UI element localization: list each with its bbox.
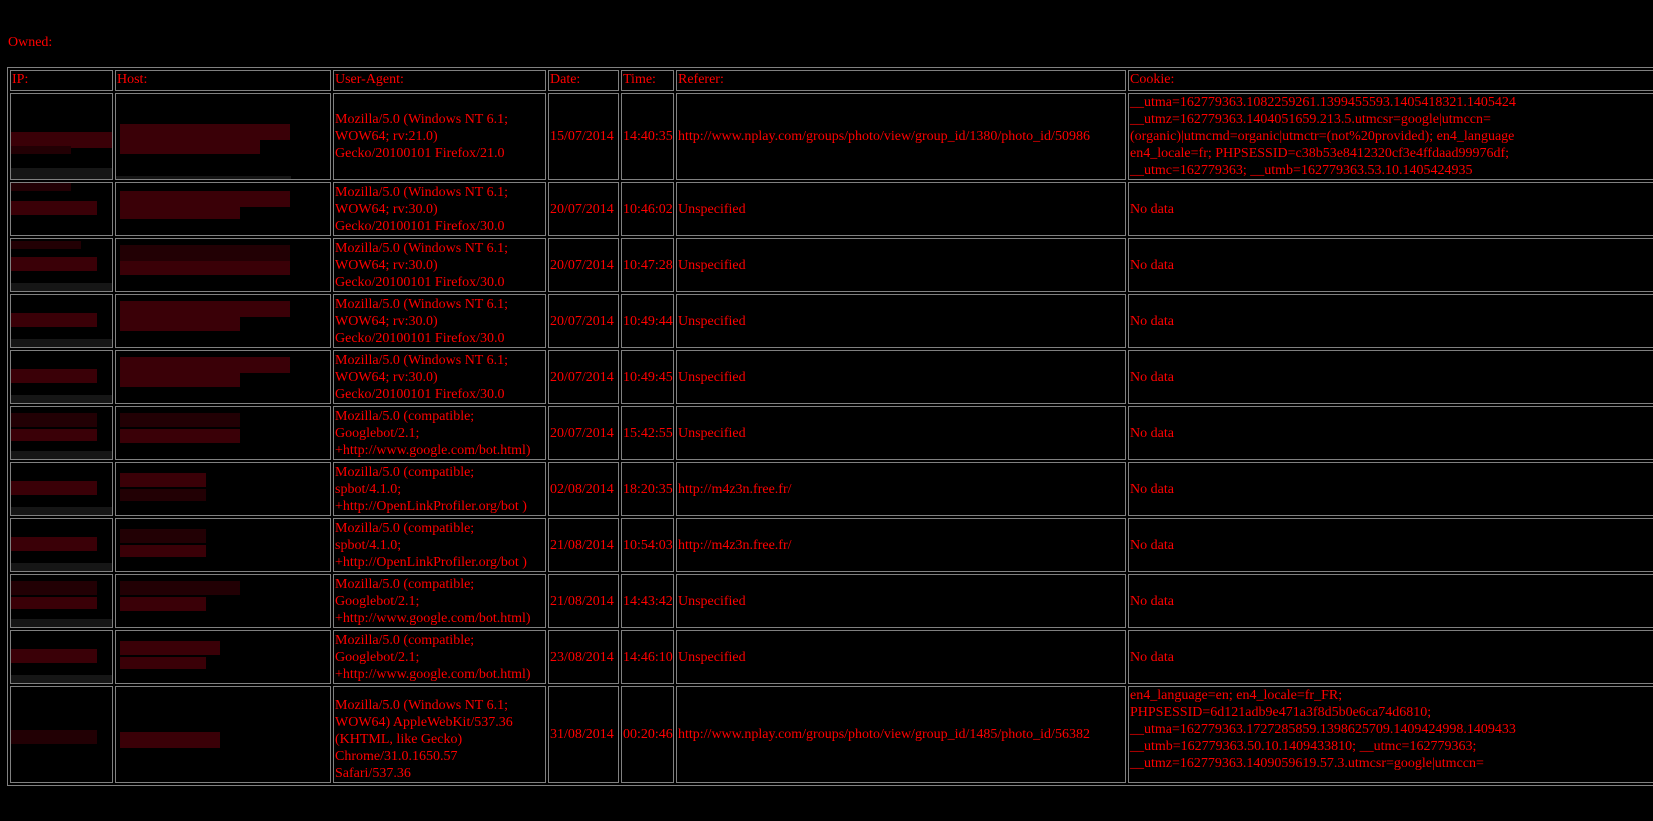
cell-date: 31/08/2014	[548, 686, 619, 783]
cell-cookie	[1128, 518, 1653, 572]
cell-ip-redacted	[10, 238, 113, 292]
cell-ip-redacted	[10, 93, 113, 180]
user-agent-line: Safari/537.36	[335, 766, 411, 781]
cell-referer: Unspecified	[676, 630, 1126, 684]
redaction-block	[120, 413, 240, 427]
cell-referer: http://www.nplay.com/groups/photo/view/group_id/1380/photo_id/50986	[676, 93, 1126, 180]
cell-cookie	[1128, 462, 1653, 516]
header-referer: Referer:	[676, 70, 1126, 91]
cell-date: 02/08/2014	[548, 462, 619, 516]
redaction-block	[11, 563, 113, 572]
cell-ip-redacted	[10, 518, 113, 572]
user-agent-line: Gecko/20100101 Firefox/30.0	[335, 330, 505, 346]
redacted-host	[116, 94, 330, 179]
redacted-host	[116, 692, 330, 778]
redaction-block	[120, 301, 290, 317]
redacted-host	[116, 295, 330, 347]
cell-time: 18:20:35	[621, 462, 674, 516]
cell-ip-redacted	[10, 574, 113, 628]
cell-ip-redacted	[10, 630, 113, 684]
redacted-ip	[11, 239, 112, 291]
redaction-block	[11, 675, 113, 684]
cell-ip-redacted	[10, 406, 113, 460]
redacted-ip	[11, 692, 112, 778]
table-row	[10, 574, 1653, 628]
redaction-block	[120, 641, 220, 655]
redacted-ip	[11, 94, 112, 179]
cell-host-redacted	[115, 350, 331, 404]
cell-host-redacted	[115, 574, 331, 628]
user-agent-line: +http://OpenLinkProfiler.org/bot )	[335, 554, 527, 570]
redaction-block	[11, 481, 97, 495]
cell-date: 20/07/2014	[548, 406, 619, 460]
cell-user-agent	[333, 574, 546, 628]
cookie-line: No data	[1130, 593, 1174, 609]
redacted-host	[116, 575, 330, 627]
user-agent-line: (KHTML, like Gecko)	[335, 732, 463, 747]
cell-time: 14:46:10	[621, 630, 674, 684]
redaction-block	[11, 537, 97, 551]
redacted-ip	[11, 407, 112, 459]
cookie-line: en4_locale=fr; PHPSESSID=c38b53e8412320cf3e4ffdaad99976df;	[1130, 146, 1510, 161]
cell-referer: Unspecified	[676, 182, 1126, 236]
redaction-block	[120, 357, 290, 373]
cell-ip-redacted	[10, 686, 113, 783]
cell-cookie	[1128, 294, 1653, 348]
cell-host-redacted	[115, 182, 331, 236]
redaction-block	[11, 451, 113, 460]
redaction-block	[11, 146, 71, 154]
user-agent-line: Mozilla/5.0 (compatible;	[335, 576, 475, 592]
cell-date: 21/08/2014	[548, 518, 619, 572]
user-agent-line: Mozilla/5.0 (compatible;	[335, 632, 475, 648]
redaction-block	[120, 657, 206, 669]
cell-time: 10:46:02	[621, 182, 674, 236]
cookie-line: __utma=162779363.1082259261.1399455593.1405418321.1405424	[1130, 95, 1516, 110]
header-user-agent: User-Agent:	[333, 70, 546, 91]
cell-date: 20/07/2014	[548, 350, 619, 404]
user-agent-line: Gecko/20100101 Firefox/21.0	[335, 146, 505, 161]
cell-user-agent	[333, 350, 546, 404]
table-row	[10, 686, 1653, 783]
user-agent-line: +http://www.google.com/bot.html)	[335, 610, 531, 626]
redacted-ip	[11, 351, 112, 403]
cell-date: 20/07/2014	[548, 182, 619, 236]
redacted-ip	[11, 463, 112, 515]
redaction-block	[120, 373, 240, 387]
cell-time: 10:47:28	[621, 238, 674, 292]
cookie-line: No data	[1130, 481, 1174, 497]
cell-cookie	[1128, 238, 1653, 292]
cell-time: 15:42:55	[621, 406, 674, 460]
cookie-line: (organic)|utmcmd=organic|utmctr=(not%20provided); en4_language	[1130, 129, 1515, 144]
redacted-host	[116, 351, 330, 403]
redaction-block	[11, 369, 97, 383]
redaction-block	[120, 261, 290, 275]
redacted-host	[116, 631, 330, 683]
user-agent-line: Chrome/31.0.1650.57	[335, 749, 458, 764]
cookie-line: __utmz=162779363.1409059619.57.3.utmcsr=google|utmccn=	[1130, 756, 1484, 771]
redaction-block	[120, 545, 206, 557]
cell-date: 23/08/2014	[548, 630, 619, 684]
header-time: Time:	[621, 70, 674, 91]
header-host: Host:	[115, 70, 331, 91]
redacted-ip	[11, 519, 112, 571]
redacted-ip	[11, 183, 112, 235]
user-agent-line: Mozilla/5.0 (Windows NT 6.1;	[335, 112, 508, 127]
header-cookie: Cookie:	[1128, 70, 1653, 91]
cookie-line: __utmz=162779363.1404051659.213.5.utmcsr=google|utmccn=	[1130, 112, 1491, 127]
redaction-block	[120, 597, 206, 611]
redacted-host	[116, 463, 330, 515]
cell-user-agent	[333, 462, 546, 516]
redaction-block	[11, 339, 113, 348]
cell-cookie	[1128, 350, 1653, 404]
cookie-line: __utmc=162779363; __utmb=162779363.53.10.1405424935	[1130, 163, 1473, 178]
cell-ip-redacted	[10, 294, 113, 348]
page-title: Owned:	[8, 35, 53, 50]
redaction-block	[120, 473, 206, 487]
cookie-line: No data	[1130, 369, 1174, 385]
redaction-block	[11, 597, 97, 609]
redaction-block	[11, 257, 97, 271]
redaction-block	[11, 429, 97, 441]
user-agent-line: +http://OpenLinkProfiler.org/bot )	[335, 498, 527, 514]
cell-user-agent	[333, 93, 546, 180]
cell-user-agent	[333, 182, 546, 236]
redacted-ip	[11, 295, 112, 347]
redaction-block	[11, 313, 97, 327]
cell-user-agent	[333, 686, 546, 783]
redaction-block	[120, 124, 290, 140]
user-agent-line: Googlebot/2.1;	[335, 593, 420, 609]
redacted-host	[116, 239, 330, 291]
redaction-block	[11, 619, 113, 628]
redacted-host	[116, 407, 330, 459]
user-agent-line: Mozilla/5.0 (Windows NT 6.1;	[335, 296, 508, 312]
table-row	[10, 518, 1653, 572]
user-agent-line: WOW64) AppleWebKit/537.36	[335, 715, 513, 730]
cell-host-redacted	[115, 518, 331, 572]
user-agent-line: Mozilla/5.0 (compatible;	[335, 408, 475, 424]
redacted-ip	[11, 631, 112, 683]
user-agent-line: WOW64; rv:30.0)	[335, 313, 438, 329]
cell-cookie	[1128, 686, 1653, 783]
user-agent-line: WOW64; rv:30.0)	[335, 369, 438, 385]
user-agent-line: Gecko/20100101 Firefox/30.0	[335, 386, 505, 402]
redaction-block	[11, 581, 97, 595]
redaction-block	[11, 241, 81, 249]
visitor-log-table	[7, 67, 1653, 786]
table-row	[10, 462, 1653, 516]
cell-host-redacted	[115, 686, 331, 783]
redaction-block	[120, 140, 260, 154]
cookie-line: No data	[1130, 425, 1174, 441]
cookie-line: No data	[1130, 313, 1174, 329]
redaction-block	[11, 395, 113, 404]
user-agent-line: Googlebot/2.1;	[335, 649, 420, 665]
cookie-line: No data	[1130, 257, 1174, 273]
redaction-block	[120, 191, 290, 207]
cell-referer: http://m4z3n.free.fr/	[676, 518, 1126, 572]
header-ip: IP:	[10, 70, 113, 91]
redaction-block	[120, 317, 240, 331]
cell-host-redacted	[115, 406, 331, 460]
cell-referer: Unspecified	[676, 294, 1126, 348]
redaction-block	[11, 183, 71, 191]
cell-referer: Unspecified	[676, 238, 1126, 292]
cell-time: 14:40:35	[621, 93, 674, 180]
cell-ip-redacted	[10, 350, 113, 404]
cell-referer: http://m4z3n.free.fr/	[676, 462, 1126, 516]
cell-cookie	[1128, 406, 1653, 460]
user-agent-line: Mozilla/5.0 (Windows NT 6.1;	[335, 184, 508, 200]
cell-user-agent	[333, 238, 546, 292]
cell-ip-redacted	[10, 182, 113, 236]
cookie-line: __utmb=162779363.50.10.1409433810; __utmc=162779363;	[1130, 739, 1477, 754]
cell-time: 00:20:46	[621, 686, 674, 783]
user-agent-line: Mozilla/5.0 (Windows NT 6.1;	[335, 240, 508, 256]
table-row	[10, 350, 1653, 404]
cell-referer: http://www.nplay.com/groups/photo/view/group_id/1485/photo_id/56382	[676, 686, 1126, 783]
cell-cookie	[1128, 93, 1653, 180]
redaction-block	[120, 207, 240, 219]
user-agent-line: Gecko/20100101 Firefox/30.0	[335, 218, 505, 234]
cookie-line: en4_language=en; en4_locale=fr_FR;	[1130, 688, 1343, 703]
redaction-block	[116, 176, 291, 180]
user-agent-line: Googlebot/2.1;	[335, 425, 420, 441]
cell-user-agent	[333, 406, 546, 460]
table-header-row	[10, 70, 1653, 91]
user-agent-line: WOW64; rv:21.0)	[335, 129, 438, 144]
redaction-block	[11, 507, 113, 516]
cookie-line: PHPSESSID=6d121adb9e471a3f8d5b0e6ca74d6810;	[1130, 705, 1432, 720]
cell-referer: Unspecified	[676, 350, 1126, 404]
cell-ip-redacted	[10, 462, 113, 516]
user-agent-line: spbot/4.1.0;	[335, 481, 402, 497]
user-agent-line: Mozilla/5.0 (Windows NT 6.1;	[335, 698, 508, 713]
cell-host-redacted	[115, 462, 331, 516]
cell-host-redacted	[115, 238, 331, 292]
cell-user-agent	[333, 518, 546, 572]
cell-host-redacted	[115, 93, 331, 180]
table-row	[10, 93, 1653, 180]
cell-user-agent	[333, 630, 546, 684]
user-agent-line: Mozilla/5.0 (compatible;	[335, 520, 475, 536]
cell-date: 20/07/2014	[548, 294, 619, 348]
cell-date: 15/07/2014	[548, 93, 619, 180]
redaction-block	[11, 168, 113, 180]
cell-cookie	[1128, 182, 1653, 236]
redaction-block	[120, 732, 220, 748]
cookie-line: No data	[1130, 201, 1174, 217]
redaction-block	[120, 581, 240, 595]
cell-time: 10:54:03	[621, 518, 674, 572]
cell-host-redacted	[115, 294, 331, 348]
cell-date: 20/07/2014	[548, 238, 619, 292]
redaction-block	[11, 730, 97, 744]
user-agent-line: WOW64; rv:30.0)	[335, 257, 438, 273]
redaction-block	[11, 201, 97, 215]
user-agent-line: spbot/4.1.0;	[335, 537, 402, 553]
cell-referer: Unspecified	[676, 574, 1126, 628]
table-row	[10, 238, 1653, 292]
cell-cookie	[1128, 630, 1653, 684]
user-agent-line: +http://www.google.com/bot.html)	[335, 666, 531, 682]
user-agent-line: Mozilla/5.0 (Windows NT 6.1;	[335, 352, 508, 368]
cell-cookie	[1128, 574, 1653, 628]
redaction-block	[120, 529, 206, 543]
redaction-block	[120, 489, 206, 501]
redaction-block	[11, 649, 97, 663]
redaction-block	[11, 283, 113, 292]
table-row	[10, 630, 1653, 684]
cell-time: 10:49:45	[621, 350, 674, 404]
header-date: Date:	[548, 70, 619, 91]
cell-referer: Unspecified	[676, 406, 1126, 460]
user-agent-line: Mozilla/5.0 (compatible;	[335, 464, 475, 480]
cookie-line: No data	[1130, 649, 1174, 665]
redaction-block	[120, 429, 240, 443]
table-row	[10, 182, 1653, 236]
cookie-line: No data	[1130, 537, 1174, 553]
redaction-block	[120, 245, 290, 261]
user-agent-line: +http://www.google.com/bot.html)	[335, 442, 531, 458]
cell-date: 21/08/2014	[548, 574, 619, 628]
cell-time: 14:43:42	[621, 574, 674, 628]
user-agent-line: Gecko/20100101 Firefox/30.0	[335, 274, 505, 290]
cell-time: 10:49:44	[621, 294, 674, 348]
redaction-block	[11, 413, 97, 427]
cell-host-redacted	[115, 630, 331, 684]
table-row	[10, 406, 1653, 460]
user-agent-line: WOW64; rv:30.0)	[335, 201, 438, 217]
cell-user-agent	[333, 294, 546, 348]
redacted-host	[116, 519, 330, 571]
redacted-ip	[11, 575, 112, 627]
redacted-host	[116, 183, 330, 235]
table-row	[10, 294, 1653, 348]
cookie-line: __utma=162779363.1727285859.1398625709.1409424998.1409433	[1130, 722, 1516, 737]
